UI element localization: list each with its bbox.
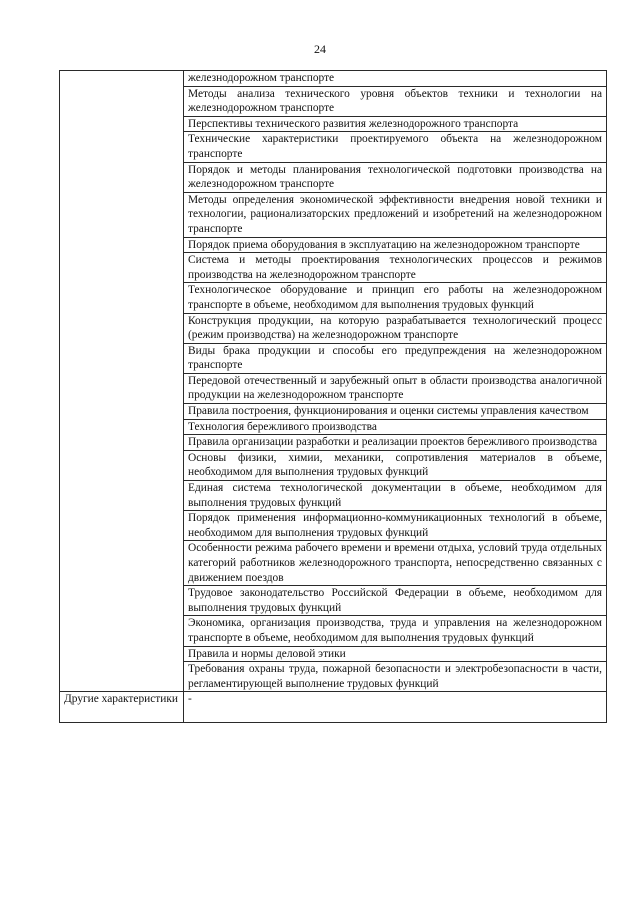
knowledge-item: Технология бережливого производства <box>184 419 607 435</box>
knowledge-item: Передовой отечественный и зарубежный опыт в области производства аналогичной продукции на железнодорожном транспорте <box>184 373 607 403</box>
knowledge-item: Правила организации разработки и реализации проектов бережливого производства <box>184 435 607 451</box>
knowledge-item: Порядок применения информационно-коммуникационных технологий в объеме, необходимом для выполнения трудовых функций <box>184 511 607 541</box>
knowledge-row <box>60 71 607 87</box>
knowledge-item: Основы физики, химии, механики, сопротивления материалов в объеме, необходимом для выполнения трудовых функций <box>184 450 607 480</box>
requirements-table <box>59 70 607 723</box>
knowledge-item: Методы анализа технического уровня объектов техники и технологии на железнодорожном транспорте <box>184 86 607 116</box>
knowledge-item: Конструкция продукции, на которую разрабатывается технологический процесс (режим производства) на железнодорожном транспорте <box>184 313 607 343</box>
knowledge-item: железнодорожном транспорте <box>184 71 607 87</box>
knowledge-item: Виды брака продукции и способы его предупреждения на железнодорожном транспорте <box>184 343 607 373</box>
knowledge-item: Единая система технологической документации в объеме, необходимом для выполнения трудовых функций <box>184 481 607 511</box>
knowledge-item: Система и методы проектирования технологических процессов и режимов производства на железнодорожном транспорте <box>184 253 607 283</box>
other-characteristics-row <box>60 692 607 723</box>
knowledge-item: Экономика, организация производства, труда и управления на железнодорожном транспорте в объеме, необходимом для выполнения трудовых функций <box>184 616 607 646</box>
knowledge-item: Особенности режима рабочего времени и времени отдыха, условий труда отдельных категорий работников железнодорожного транспорта, непосредственно связанных с движением поездов <box>184 541 607 586</box>
knowledge-item: Порядок и методы планирования технологической подготовки производства на железнодорожном транспорте <box>184 162 607 192</box>
other-characteristics-label: Другие характеристики <box>60 692 184 723</box>
knowledge-item: Порядок приема оборудования в эксплуатацию на железнодорожном транспорте <box>184 237 607 253</box>
knowledge-item: Технологическое оборудование и принцип его работы на железнодорожном транспорте в объеме, необходимом для выполнения трудовых функций <box>184 283 607 313</box>
knowledge-item: Технические характеристики проектируемого объекта на железнодорожном транспорте <box>184 132 607 162</box>
knowledge-item: Требования охраны труда, пожарной безопасности и электробезопасности в части, регламентирующей выполнение трудовых функций <box>184 662 607 692</box>
other-characteristics-value: - <box>184 692 607 723</box>
knowledge-item: Правила и нормы деловой этики <box>184 646 607 662</box>
knowledge-item: Правила построения, функционирования и оценки системы управления качеством <box>184 404 607 420</box>
knowledge-label-cell <box>60 71 184 692</box>
requirements-table-body <box>60 71 607 723</box>
page-number: 24 <box>314 42 326 56</box>
knowledge-item: Перспективы технического развития железнодорожного транспорта <box>184 116 607 132</box>
knowledge-item: Методы определения экономической эффективности внедрения новой техники и технологии, рационализаторских предложений и изобретений на железнодорожном транспорте <box>184 192 607 237</box>
knowledge-item: Трудовое законодательство Российской Федерации в объеме, необходимом для выполнения трудовых функций <box>184 586 607 616</box>
